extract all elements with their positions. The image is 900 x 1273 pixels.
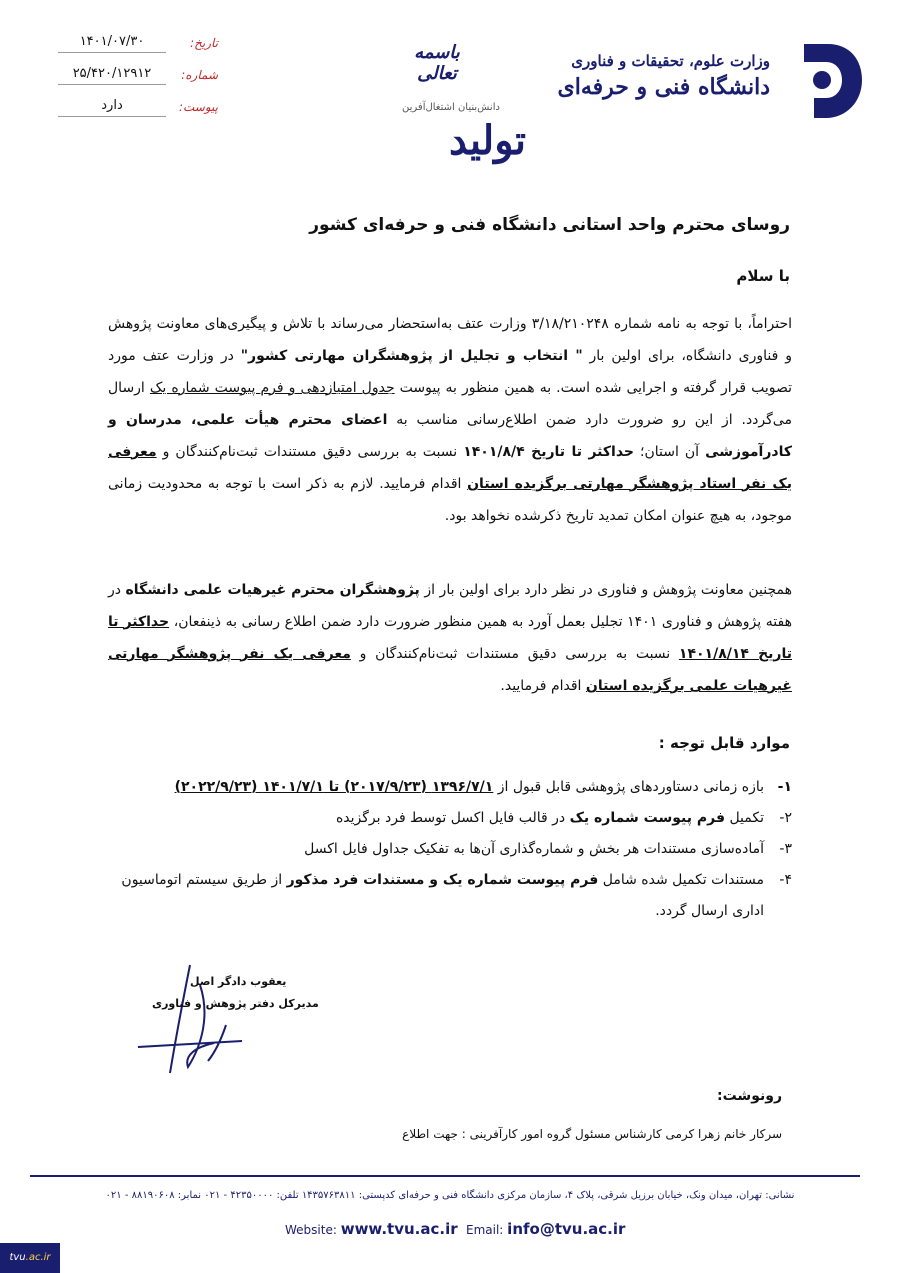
notes-heading: موارد قابل توجه :: [658, 734, 790, 752]
item-text: از طریق سیستم اتوماسیون اداری ارسال گردد.: [121, 872, 764, 919]
ministry-name: [557, 52, 770, 100]
p1-bold-title: " انتخاب و تجلیل از پژوهشگران مهارتی کشور": [240, 348, 583, 364]
emblem-title: تولید: [448, 117, 526, 164]
motto: باسمه تعالی: [414, 42, 460, 84]
p1-text: اقدام فرمایید. لازم به ذکر است با توجه به محدودیت زمانی موجود، به هیچ عنوان امکان تمدید تاریخ ذکرشده نخواهد بود.: [108, 476, 792, 524]
attachment-value: دارد: [58, 98, 166, 117]
p1-deadline: حداکثر تا تاریخ ۱۴۰۱/۸/۴: [463, 444, 635, 460]
letter-meta: [58, 34, 218, 130]
email: [466, 1220, 625, 1238]
greeting: با سلام: [736, 267, 790, 285]
p2-text: اقدام فرمایید.: [500, 678, 586, 694]
notes-list: [108, 772, 792, 927]
cc-recipient: سرکار خانم زهرا کرمی کارشناس مسئول گروه امور کارآفرینی : جهت اطلاع: [402, 1127, 782, 1141]
website-label: Website:: [285, 1223, 337, 1237]
cc-heading: رونوشت:: [717, 1088, 782, 1104]
emblem-subtitle: دانش‌بنیان اشتغال‌آفرین: [402, 102, 500, 113]
p1-text: آن استان؛: [634, 444, 706, 460]
p1-bold-audience: اعضای محترم هیأت علمی، مدرسان و کادرآموزشی: [108, 412, 792, 460]
item-text: تکمیل: [725, 810, 764, 826]
p2-deadline: حداکثر تا تاریخ ۱۴۰۱/۸/۱۴: [108, 614, 793, 662]
signer-name: یعقوب دادگر اصل: [190, 975, 287, 988]
item-text: مستندات تکمیل شده شامل: [598, 872, 764, 888]
item-number: ۱-: [777, 779, 792, 795]
signature-block: [130, 955, 319, 1085]
list-item: [108, 834, 792, 865]
badge-text: tvu: [9, 1252, 26, 1263]
footer-divider: [30, 1175, 860, 1177]
item-number: ۲-: [779, 810, 792, 826]
website-link[interactable]: www.tvu.ac.ir: [340, 1220, 458, 1238]
number-row: [58, 66, 218, 98]
p2-bold-audience: پژوهشگران محترم غیرهیات علمی دانشگاه: [125, 582, 420, 598]
p2-text: همچنین معاونت پژوهش و فناوری در نظر دارد برای اولین بار از: [419, 582, 793, 598]
footer-address: نشانی: تهران، میدان ونک، خیابان برزیل شرقی، پلاک ۴، سازمان مرکزی دانشگاه فنی و حرفه‌ای کدپستی: ۱۴۳۵۷۶۳۸۱۱ تلفن: ۴۲۳۵۰۰۰۰ - ۰۲۱ نمابر: ۸۸۱۹۰۶۰۸ - ۰۲۱: [105, 1190, 795, 1201]
p2-text: نسبت به بررسی دقیق مستندات ثبت‌نام‌کنندگان و: [350, 646, 679, 662]
p1-attachment-ref: جدول امتیازدهی و فرم پیوست شماره یک: [149, 380, 395, 396]
item-text: آماده‌سازی مستندات هر بخش و شماره‌گذاری آن‌ها به تفکیک جداول فایل اکسل: [304, 841, 764, 857]
university-logo: [792, 40, 864, 122]
list-item: [108, 865, 792, 927]
item-number: ۴-: [779, 872, 792, 888]
p2-nomination: معرفی یک نفر پژوهشگر مهارتی غیرهیات علمی برگزیده استان: [108, 646, 792, 694]
date-label: تاریخ:: [190, 36, 218, 50]
item-bold: ۱۳۹۶/۷/۱ (۲۰۱۷/۹/۲۳) تا ۱۴۰۱/۷/۱ (۲۰۲۲/۹/۲۳): [174, 779, 494, 795]
p1-text: احتراماً، با توجه به نامه شماره ۳/۱۸/۲۱۰۲۴۸ وزارت عتف به‌استحضار می‌رساند با تلاش و پیگیری‌های معاونت پژوهش و فناوری دانشگاه، برای اولین بار: [108, 316, 792, 364]
date-row: [58, 34, 218, 66]
university-name: دانشگاه فنی و حرفه‌ای: [557, 74, 770, 100]
p2-text: در هفته پژوهش و فناوری ۱۴۰۱ تجلیل بعمل آورد به همین منظور ضرورت دارد ضمن اطلاع رسانی به ذینفعان،: [108, 582, 792, 630]
number-label: شماره:: [181, 68, 218, 82]
list-item: [108, 803, 792, 834]
badge-domain: .ac.ir: [25, 1252, 51, 1263]
list-item: [108, 772, 792, 803]
ministry-line1: وزارت علوم، تحقیقات و فناوری: [571, 52, 770, 70]
email-label: Email:: [466, 1223, 504, 1237]
production-emblem: [382, 95, 532, 180]
paragraph-1: [108, 308, 792, 532]
item-bold: فرم پیوست شماره یک: [569, 810, 725, 826]
attachment-row: [58, 98, 218, 130]
p1-nomination: معرفی یک نفر استاد پژوهشگر مهارتی برگزیده استان: [108, 444, 792, 492]
signer-title: مدیرکل دفتر پژوهش و فناوری: [152, 997, 319, 1010]
date-value: ۱۴۰۱/۰۷/۳۰: [58, 34, 166, 53]
number-value: ۲۵/۴۲۰/۱۲۹۱۲: [58, 66, 166, 85]
item-bold: فرم پیوست شماره یک و مستندات فرد مذکور: [286, 872, 599, 888]
site-badge: [0, 1243, 60, 1273]
attachment-label: پیوست:: [178, 100, 218, 114]
email-link[interactable]: info@tvu.ac.ir: [507, 1220, 626, 1238]
p1-text: نسبت به بررسی دقیق مستندات ثبت‌نام‌کنندگان و: [156, 444, 464, 460]
p1-text: ارسال می‌گردد. از این رو ضرورت دارد ضمن اطلاع‌رسانی مناسب به: [108, 380, 792, 428]
item-text: بازه زمانی دستاوردهای پژوهشی قابل قبول از: [493, 779, 764, 795]
recipient-heading: روسای محترم واحد استانی دانشگاه فنی و حرفه‌ای کشور: [309, 215, 790, 235]
item-text: در قالب فایل اکسل توسط فرد برگزیده: [335, 810, 570, 826]
paragraph-2: [108, 574, 792, 702]
item-number: ۳-: [779, 841, 792, 857]
p1-text: در وزارت عتف مورد تصویب قرار گرفته و اجرایی شده است. به همین منظور به پیوست: [108, 348, 792, 396]
website: [285, 1220, 458, 1238]
